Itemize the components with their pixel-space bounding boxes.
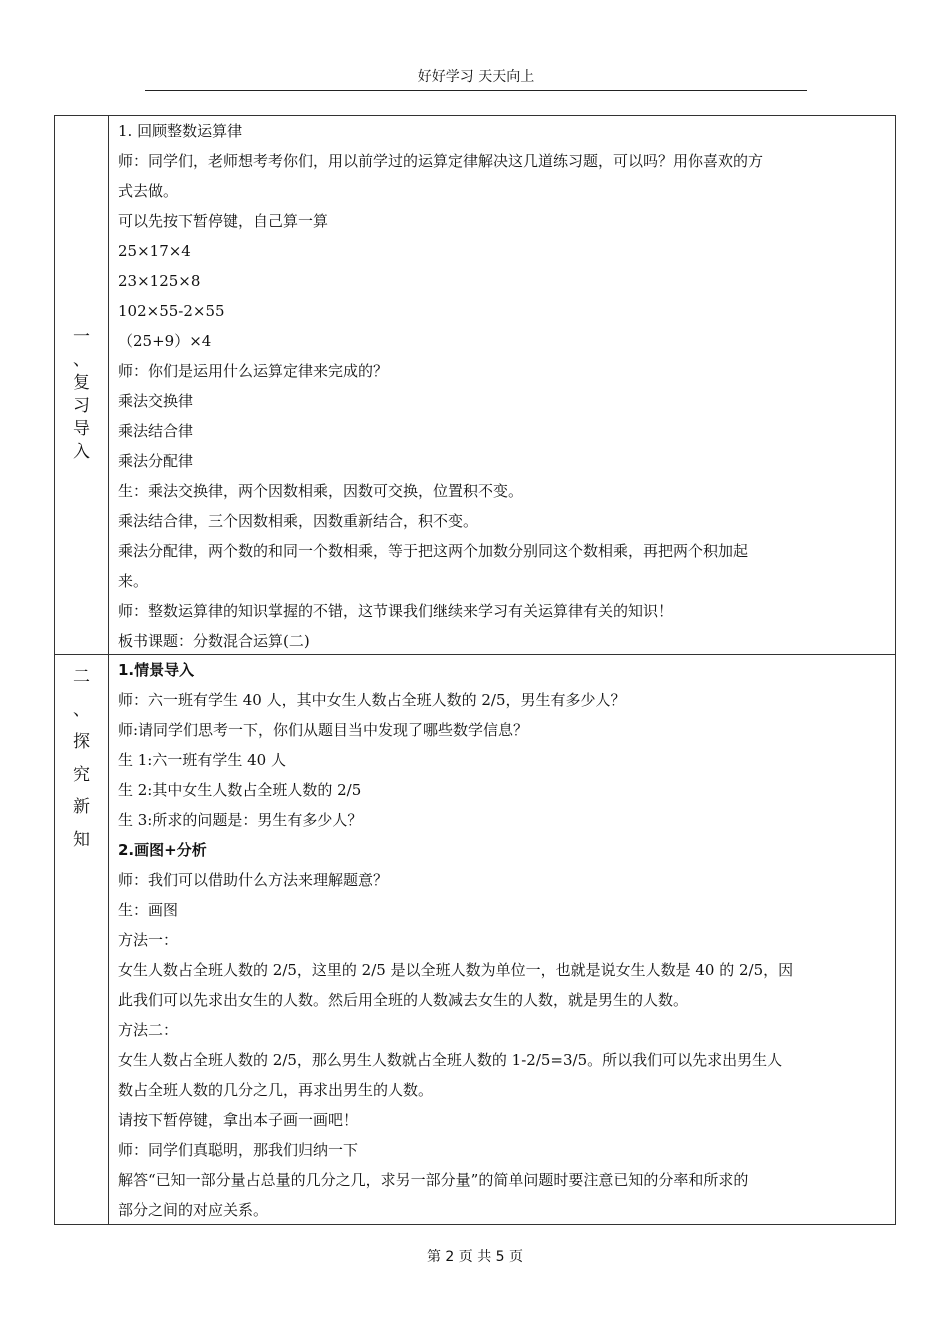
page-number: 第 2 页 共 5 页 xyxy=(426,1249,524,1265)
section-label-cell xyxy=(55,655,109,1224)
section-label-cell xyxy=(55,116,109,654)
text-line: 此我们可以先求出女生的人数。然后用全班的人数减去女生的人数，就是男生的人数。 xyxy=(118,991,689,1009)
text-line: 师：整数运算律的知识掌握的不错，这节课我们继续来学习有关运算律有关的知识！ xyxy=(118,602,674,620)
text-line: 生 2:其中女生人数占全班人数的 2/5 xyxy=(118,781,362,799)
text-line: 女生人数占全班人数的 2/5，那么男生人数就占全班人数的 1-2/5=3/5。所以我们可以先求出男生人 xyxy=(118,1051,783,1069)
text-line: 乘法分配律 xyxy=(118,452,194,470)
text-line: 25×17×4 xyxy=(118,242,191,260)
section-label: 二 、 探 究 新 知 xyxy=(73,667,90,850)
text-line: 来。 xyxy=(118,572,149,590)
section-explore xyxy=(55,655,895,1224)
lesson-table xyxy=(54,115,896,1225)
text-line: 方法二： xyxy=(118,1021,179,1039)
section-review xyxy=(55,116,895,655)
text-line: 解答“已知一部分量占总量的几分之几，求另一部分量”的简单问题时要注意已知的分率和所求的 xyxy=(118,1171,749,1189)
text-line: 师：同学们，老师想考考你们，用以前学过的运算定律解决这几道练习题，可以吗？用你喜欢的方 xyxy=(118,152,764,170)
text-line: 师：六一班有学生 40 人，其中女生人数占全班人数的 2/5，男生有多少人？ xyxy=(118,691,626,709)
text-line: 生：乘法交换律，两个因数相乘，因数可交换，位置积不变。 xyxy=(118,482,524,500)
text-line: 生 3:所求的问题是：男生有多少人？ xyxy=(118,811,363,829)
text-line: 可以先按下暂停键，自己算一算 xyxy=(118,212,329,230)
text-line: 乘法结合律 xyxy=(118,422,194,440)
text-line: 数占全班人数的几分之几，再求出男生的人数。 xyxy=(118,1081,434,1099)
text-line: 女生人数占全班人数的 2/5，这里的 2/5 是以全班人数为单位一，也就是说女生人数是 40 的 2/5，因 xyxy=(118,961,794,979)
text-line: 请按下暂停键，拿出本子画一画吧！ xyxy=(118,1111,359,1129)
page-header xyxy=(145,64,807,91)
section-label: 一 、 复 习 导 入 xyxy=(73,327,90,462)
text-line: 式去做。 xyxy=(118,182,179,200)
text-line: 1. 回顾整数运算律 xyxy=(118,122,243,140)
text-line: 102×55-2×55 xyxy=(118,302,225,320)
text-line: 生：画图 xyxy=(118,901,179,919)
text-line: 师：我们可以借助什么方法来理解题意？ xyxy=(118,871,389,889)
header-title: 好好学习 天天向上 xyxy=(417,69,535,85)
text-line: 部分之间的对应关系。 xyxy=(118,1201,269,1219)
text-line: 师:请同学们思考一下，你们从题目当中发现了哪些数学信息？ xyxy=(118,721,529,739)
text-line: 师：同学们真聪明，那我们归纳一下 xyxy=(118,1141,359,1159)
text-line: 乘法交换律 xyxy=(118,392,194,410)
text-line: 板书课题：分数混合运算(二) xyxy=(118,632,310,650)
text-line: 生 1:六一班有学生 40 人 xyxy=(118,751,286,769)
text-line: （25+9）×4 xyxy=(118,332,212,350)
text-line: 乘法结合律，三个因数相乘，因数重新结合，积不变。 xyxy=(118,512,479,530)
text-line: 师：你们是运用什么运算定律来完成的？ xyxy=(118,362,389,380)
text-line: 乘法分配律，两个数的和同一个数相乘，等于把这两个加数分别同这个数相乘，再把两个积加起 xyxy=(118,542,749,560)
page-footer xyxy=(0,1246,950,1266)
section-content xyxy=(118,116,890,656)
text-line: 23×125×8 xyxy=(118,272,201,290)
subheading: 2.画图+分析 xyxy=(118,841,207,859)
section-content xyxy=(118,655,890,1225)
text-line: 方法一： xyxy=(118,931,179,949)
subheading: 1.情景导入 xyxy=(118,661,195,679)
